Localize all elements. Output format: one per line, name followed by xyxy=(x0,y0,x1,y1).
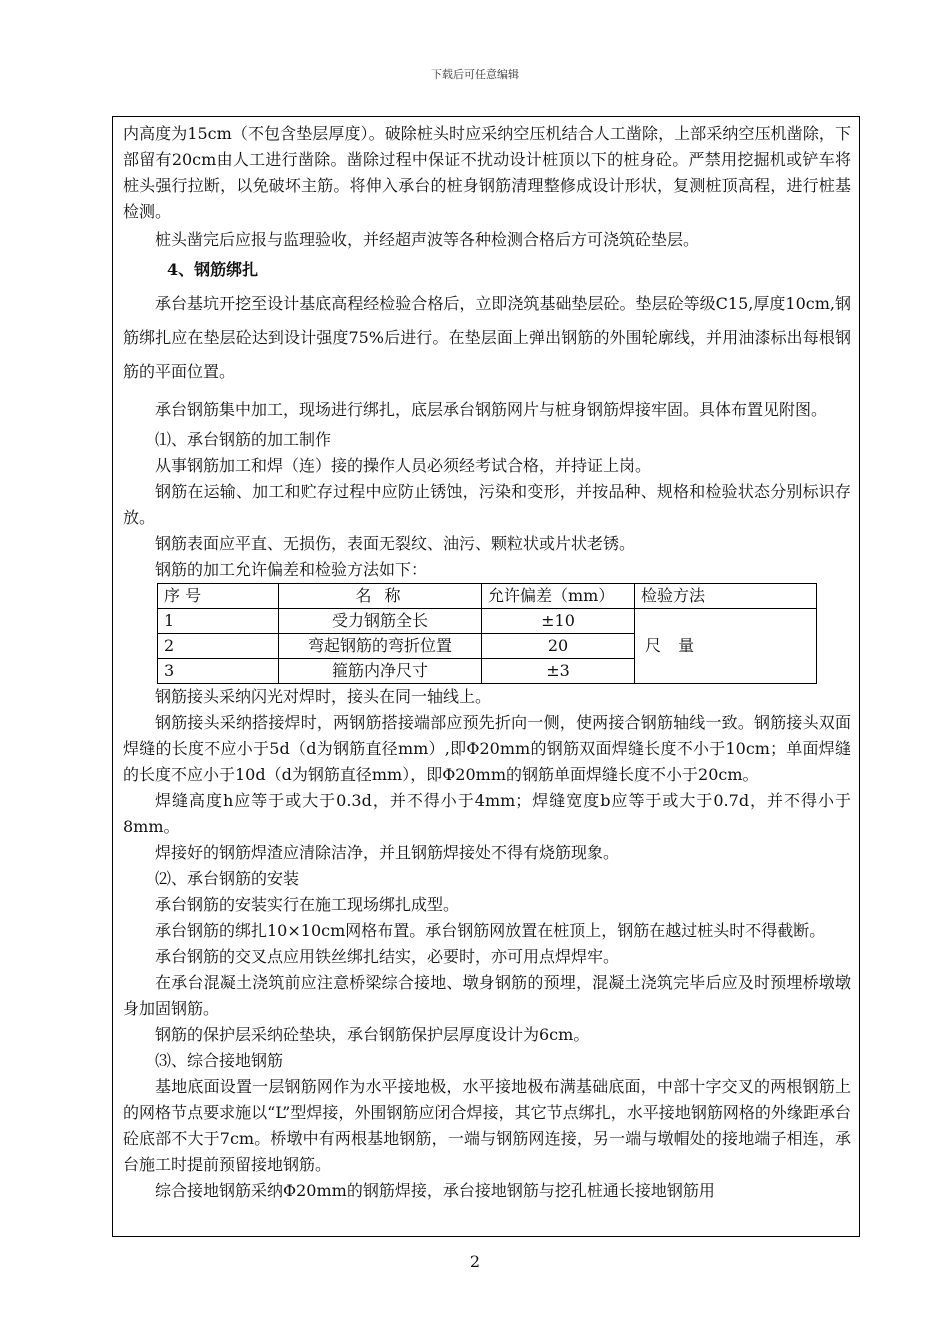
table-header-row xyxy=(158,584,817,609)
header-note: 下载后可任意编辑 xyxy=(431,68,519,81)
table-cell: 2 xyxy=(158,634,279,659)
tolerance-table xyxy=(157,583,817,684)
paragraph: 综合接地钢筋采纳Φ20mm的钢筋焊接，承台接地钢筋与挖孔桩通长接地钢筋用 xyxy=(155,1181,715,1200)
paragraph: 基地底面设置一层钢筋网作为水平接地极，水平接地极布满基础底面，中部十字交叉的两根钢筋上的网格节点要求施以“L”型焊接，外围钢筋应闭合焊接，其它节点绑扎，水平接地钢筋网格的外缘距承台砼底部不大于7cm。桥墩中有两根基地钢筋，一端与钢筋网连接，另一端与墩帽处的接地端子相连，承台施工时提前预留接地钢筋。 xyxy=(123,1077,851,1174)
paragraph: 焊缝高度h应等于或大于0.3d，并不得小于4mm；焊缝宽度b应等于或大于0.7d，并不得小于8mm。 xyxy=(123,791,851,836)
table-cell: 受力钢筋全长 xyxy=(279,609,482,634)
paragraph: 承台钢筋集中加工，现场进行绑扎，底层承台钢筋网片与桩身钢筋焊接牢固。具体布置见附图。 xyxy=(155,400,828,419)
paragraph: 承台钢筋的交叉点应用铁丝绑扎结实，必要时，亦可用点焊焊牢。 xyxy=(155,947,620,966)
table-cell: 弯起钢筋的弯折位置 xyxy=(279,634,482,659)
paragraph: 承台钢筋的安装实行在施工现场绑扎成型。 xyxy=(155,895,460,914)
paragraph: 承台基坑开挖至设计基底高程经检验合格后，立即浇筑基础垫层砼。垫层砼等级C15,厚度10cm,钢筋绑扎应在垫层砼达到设计强度75%后进行。在垫层面上弹出钢筋的外围轮廓线，并用油漆标出每根钢筋的平面位置。 xyxy=(123,294,851,381)
paragraph: 钢筋接头采纳搭接焊时，两钢筋搭接端部应预先折向一侧，使两接合钢筋轴线一致。钢筋接头双面焊缝的长度不应小于5d（d为钢筋直径mm）,即Φ20mm的钢筋双面焊缝长度不小于10cm；单面焊缝的长度不应小于10d（d为钢筋直径mm），即Φ20mm的钢筋单面焊缝长度不小于20cm。 xyxy=(123,713,851,784)
paragraph: 钢筋接头采纳闪光对焊时，接头在同一轴线上。 xyxy=(155,687,492,706)
paragraph: 焊接好的钢筋焊渣应清除洁净，并且钢筋焊接处不得有烧筋现象。 xyxy=(155,843,620,862)
content-frame xyxy=(112,116,860,1237)
table-header: 检验方法 xyxy=(635,584,817,609)
table-cell: 箍筋内净尺寸 xyxy=(279,659,482,684)
paragraph: 钢筋的加工允许偏差和检验方法如下： xyxy=(155,560,428,579)
table-cell: ±10 xyxy=(482,609,635,634)
table-cell: 20 xyxy=(482,634,635,659)
table-cell: 1 xyxy=(158,609,279,634)
table-header: 名 称 xyxy=(279,584,482,609)
paragraph: 钢筋在运输、加工和贮存过程中应防止锈蚀，污染和变形，并按品种、规格和检验状态分别标识存放。 xyxy=(123,482,851,527)
paragraph: 钢筋的保护层采纳砼垫块，承台钢筋保护层厚度设计为6cm。 xyxy=(155,1025,590,1044)
section-heading: 4、钢筋绑扎 xyxy=(167,260,259,279)
paragraph: 承台钢筋的绑扎10×10cm网格布置。承台钢筋网放置在桩顶上，钢筋在越过桩头时不得截断。 xyxy=(155,921,826,940)
paragraph: 钢筋表面应平直、无损伤，表面无裂纹、油污、颗粒状或片状老锈。 xyxy=(155,534,636,553)
paragraph: 在承台混凝土浇筑前应注意桥梁综合接地、墩身钢筋的预埋，混凝土浇筑完毕后应及时预埋桥墩墩身加固钢筋。 xyxy=(123,973,851,1018)
subheading: ⑶、综合接地钢筋 xyxy=(155,1051,284,1070)
subheading: ⑵、承台钢筋的安装 xyxy=(155,869,300,888)
table-header: 序 号 xyxy=(158,584,279,609)
paragraph: 内高度为15cm（不包含垫层厚度）。破除桩头时应采纳空压机结合人工凿除，上部采纳空压机凿除，下部留有20cm由人工进行凿除。凿除过程中保证不扰动设计桩顶以下的桩身砼。严禁用挖掘机或铲车将桩头强行拉断，以免破坏主筋。将伸入承台的桩身钢筋清理整修成设计形状，复测桩顶高程，进行桩基检测。 xyxy=(123,124,851,221)
table-cell: 3 xyxy=(158,659,279,684)
paragraph: 桩头凿完后应报与监理验收，并经超声波等各种检测合格后方可浇筑砼垫层。 xyxy=(155,230,700,249)
subheading: ⑴、承台钢筋的加工制作 xyxy=(155,430,332,449)
table-header: 允许偏差（mm） xyxy=(482,584,635,609)
table-cell: 尺 量 xyxy=(635,609,817,684)
paragraph: 从事钢筋加工和焊（连）接的操作人员必须经考试合格，并持证上岗。 xyxy=(155,456,652,475)
table-cell: ±3 xyxy=(482,659,635,684)
document-body xyxy=(123,121,851,1204)
page-number: 2 xyxy=(469,1252,481,1271)
table-row xyxy=(158,609,817,634)
